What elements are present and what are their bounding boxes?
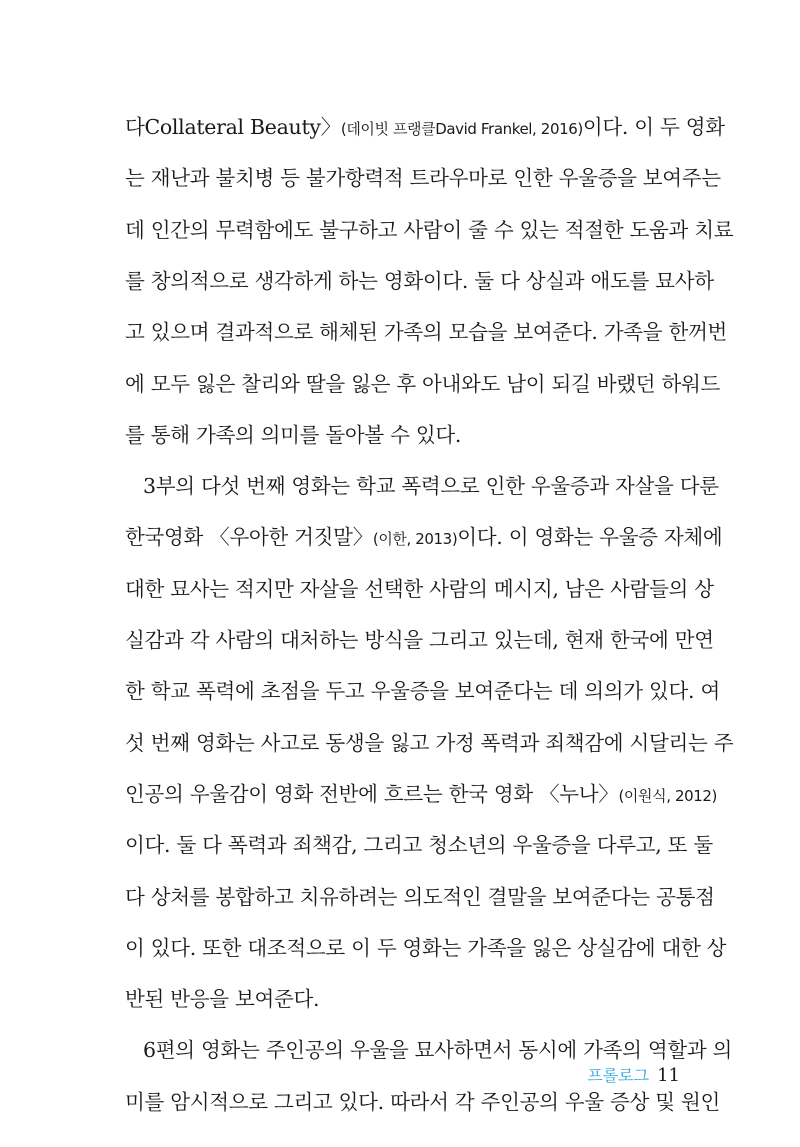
text-line: [125, 575, 714, 603]
line-text: 3부의 다섯 번째 영화는 학교 폭력으로 인한 우울증과 자살을 다룬: [143, 474, 719, 499]
citation-text: (이원식, 2012): [618, 786, 717, 805]
text-line: [125, 883, 715, 911]
line-text: 고 있으며 결과적으로 해체된 가족의 모습을 보여준다. 가족을 한꺼번: [125, 320, 728, 345]
line-text: 데 인간의 무력함에도 불구하고 사람이 줄 수 있는 적절한 도움과 치료: [125, 217, 734, 242]
running-section-title: 프롤로그: [587, 1066, 650, 1085]
line-text: 에 모두 잃은 찰리와 딸을 잃은 후 아내와도 남이 되길 바랬던 하워드: [125, 371, 720, 396]
citation-text: (데이빗 프랭클David Frankel, 2016): [340, 120, 583, 138]
text-line: [125, 523, 723, 551]
text-line: [125, 1088, 720, 1116]
text-line: [125, 626, 714, 654]
page-footer: [587, 1064, 680, 1088]
line-text: 를 통해 가족의 의미를 돌아볼 수 있다.: [125, 422, 462, 447]
line-text: 이 있다. 또한 대조적으로 이 두 영화는 가족을 잃은 상실감에 대한 상: [125, 935, 727, 960]
line-text: 미를 암시적으로 그리고 있다. 따라서 각 주인공의 우울 증상 및 원인: [125, 1089, 720, 1114]
citation-text: (이한, 2013): [372, 530, 458, 549]
text-line: [125, 318, 728, 346]
line-text: 이다. 이 영화는 우울증 자체에: [457, 525, 723, 550]
text-line: [143, 472, 719, 500]
line-text: 반된 반응을 보여준다.: [125, 987, 320, 1012]
text-line: [143, 1036, 733, 1064]
line-text: 다Collateral Beauty〉: [125, 115, 341, 139]
line-text: 를 창의적으로 생각하게 하는 영화이다. 둘 다 상실과 애도를 묘사하: [125, 268, 714, 293]
line-text: 인공의 우울감이 영화 전반에 흐르는 한국 영화 〈누나〉: [125, 781, 619, 806]
line-text: 한 학교 폭력에 초점을 두고 우울증을 보여준다는 데 의의가 있다. 여: [125, 679, 720, 704]
line-text: 실감과 각 사람의 대처하는 방식을 그리고 있는데, 현재 한국에 만연: [125, 628, 714, 652]
text-line: [125, 934, 727, 962]
text-line: [125, 831, 713, 859]
page-number: 11: [657, 1065, 680, 1086]
line-text: 6편의 영화는 주인공의 우울을 묘사하면서 동시에 가족의 역할과 의: [143, 1038, 733, 1063]
text-line: [125, 370, 720, 398]
text-line: [125, 780, 717, 808]
line-text: 한국영화 〈우아한 거짓말〉: [125, 525, 373, 550]
text-line: [125, 729, 734, 757]
line-text: 이다. 이 두 영화: [582, 115, 725, 139]
line-text: 다 상처를 봉합하고 치유하려는 의도적인 결말을 보여준다는 공통점: [125, 884, 715, 909]
text-line: [125, 677, 720, 705]
line-text: 이다. 둘 다 폭력과 죄책감, 그리고 청소년의 우울증을 다루고, 또 둘: [125, 833, 713, 858]
text-line: [125, 164, 721, 192]
line-text: 는 재난과 불치병 등 불가항력적 트라우마로 인한 우울증을 보여주는: [125, 166, 721, 191]
text-line: [125, 421, 680, 449]
line-text: 섯 번째 영화는 사고로 동생을 잃고 가정 폭력과 죄책감에 시달리는 주: [125, 730, 734, 755]
text-line: [125, 216, 734, 244]
line-text: 대한 묘사는 적지만 자살을 선택한 사람의 메시지, 남은 사람들의 상: [125, 576, 714, 601]
text-line: [125, 267, 714, 295]
text-line: [125, 985, 680, 1013]
text-line: [125, 113, 725, 141]
